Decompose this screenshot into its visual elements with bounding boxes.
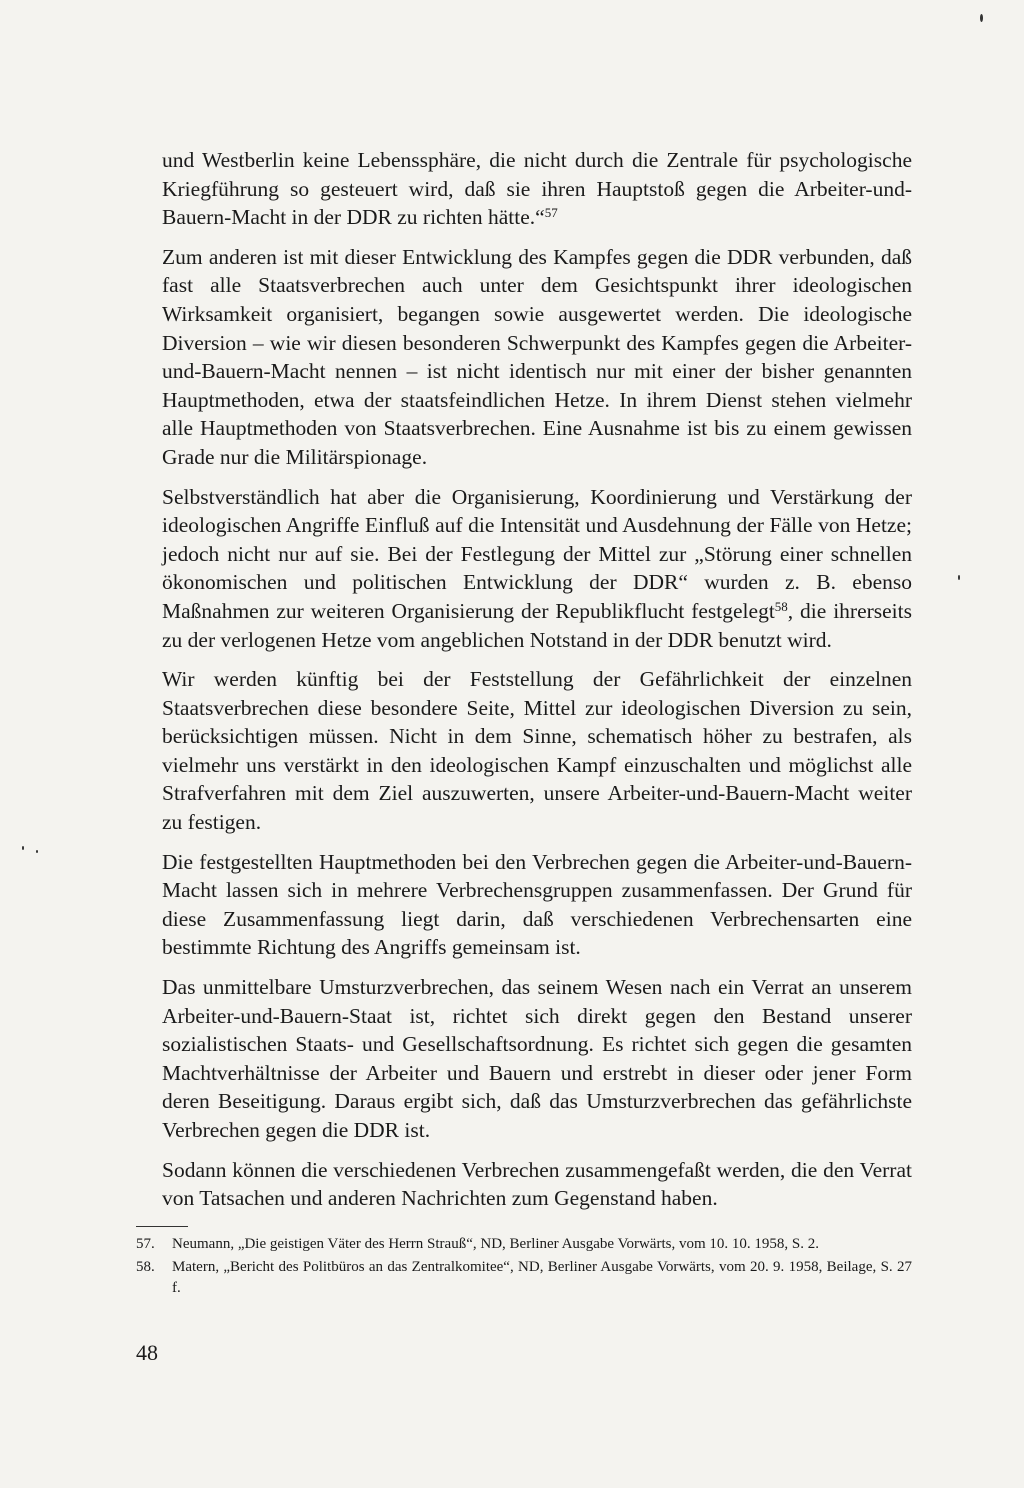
scan-speck (22, 846, 24, 850)
page-number: 48 (136, 1340, 158, 1365)
paragraph-5: Die festgestellten Hauptmethoden bei den Verbrechen gegen die Arbeiter-und-Bauern-Macht lassen sich in mehrere Verbrechensgruppen zusammenfassen. Der Grund für diese Zusammenfassung liegt darin, daß verschiedenen Verbrechensarten eine bestimmte Richtung des Angriffs gemeinsam ist. (162, 849, 912, 960)
paragraph-6: Das unmittelbare Umsturzverbrechen, das seinem Wesen nach ein Verrat an unserem Arbeiter-und-Bauern-Staat ist, richtet sich direkt gegen den Bestand unserer sozialistischen Staats- und Gesellschaftsordnung. Es richtet sich gegen die gesamten Machtverhältnisse der Arbeiter und Bauern und erstrebt in dieser oder jener Form deren Beseitigung. Daraus ergibt sich, daß das Umsturzverbrechen das gefährlichste Verbrechen gegen die DDR ist. (162, 975, 912, 1142)
footnote-number: 57. (136, 1236, 155, 1252)
footnote-number: 58. (136, 1259, 155, 1275)
footnote-divider (136, 1226, 188, 1227)
footnote-ref-58: 58 (774, 598, 788, 614)
footnote-text: Neumann, „Die geistigen Väter des Herrn Strauß“, ND, Berliner Ausgabe Vorwärts, vom 10. 10. 1958, S. 2. (172, 1236, 819, 1252)
paragraph-2: Zum anderen ist mit dieser Entwicklung des Kampfes gegen die DDR verbunden, daß fast alle Staatsverbrechen auch unter dem Gesichtspunkt ihrer ideologischen Wirksamkeit organisiert, begangen sowie ausgewertet werden. Die ideologische Diversion – wie wir diesen besonderen Schwerpunkt des Kampfes gegen die Arbeiter-und-Bauern-Macht nennen – ist nicht identisch nur mit einer der bisher genannten Hauptmethoden, etwa der staatsfeindlichen Hetze. In ihrem Dienst stehen vielmehr alle Hauptmethoden von Staatsverbrechen. Eine Ausnahme ist bis zu einem gewissen Grade nur die Militärspionage. (162, 244, 912, 469)
paragraph-3-text: Selbstverständlich hat aber die Organisierung, Koordinierung und Verstärkung der ideologischen Angriffe Einfluß auf die Intensität und Ausdehnung der Fälle von Hetze; jedoch nicht nur auf sie. Bei der Festlegung der Mittel zur „Störung einer schnellen ökonomischen und politischen Entwicklung der DDR“ wurden z. B. ebenso Maßnahmen zur weiteren Organisierung der Republikflucht festgelegt (162, 484, 912, 623)
footnote-text: Matern, „Bericht des Politbüros an das Zentralkomitee“, ND, Berliner Ausgabe Vorwärts, vom 20. 9. 1958, Beilage, S. 27 f. (172, 1259, 912, 1296)
paragraph-7: Sodann können die verschiedenen Verbrechen zusammengefaßt werden, die den Verrat von Tatsachen und anderen Nachrichten zum Gegenstand haben. (162, 1157, 912, 1211)
paragraph-3 (162, 483, 912, 655)
footnote-ref-57: 57 (544, 205, 558, 221)
footnote-58 (136, 1257, 912, 1299)
scan-speck (980, 14, 983, 22)
footnotes (136, 1234, 912, 1301)
paragraph-4: Wir werden künftig bei der Feststellung der Gefährlichkeit der einzelnen Staatsverbrechen diese besondere Seite, Mittel zur ideologischen Diversion zu sein, berücksichtigen müssen. Nicht in dem Sinne, schematisch höher zu bestrafen, als vielmehr uns verstärkt in den ideologischen Kampf einzuschalten und möglichst alle Strafverfahren mit dem Ziel auszuwerten, unsere Arbeiter-und-Bauern-Macht weiter zu festigen. (162, 667, 912, 835)
paragraph-1-text: und Westberlin keine Lebenssphäre, die nicht durch die Zentrale für psychologische Kriegführung so gesteuert wird, daß sie ihren Hauptstoß gegen die Arbeiter-und-Bauern-Macht in der DDR zu richten hätte.“ (162, 148, 912, 230)
paragraph-1 (162, 146, 912, 232)
main-text (162, 146, 912, 1224)
footnote-57 (136, 1234, 912, 1255)
scan-speck (36, 850, 38, 853)
paragraph-3-tail: , die ihrerseits zu der verlogenen Hetze vom angeblichen Notstand in der DDR benutzt wird. (162, 598, 912, 652)
scan-speck (958, 575, 960, 580)
